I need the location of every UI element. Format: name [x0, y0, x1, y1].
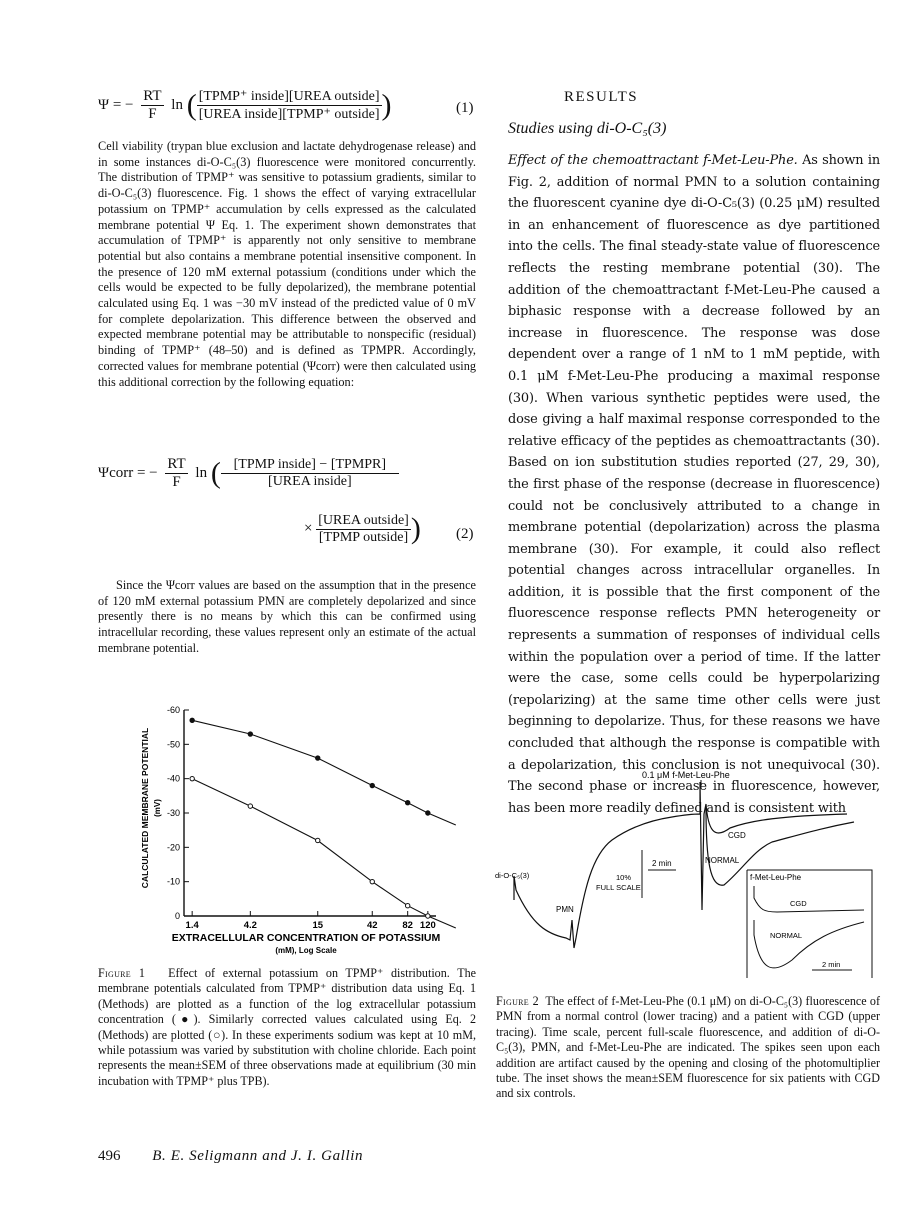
equation-1: Ψ = − $\frac{RT}{F}$ ln ( $\frac{\text{[TPMP⁺ inside][UREA outside]}}{\text{[UREA inside][TPMP⁺ outside]}}$ ) [98, 88, 392, 122]
fig1-x-tick-label: 42 [366, 920, 378, 931]
fig2-cgd-label: CGD [728, 831, 746, 840]
fig1-y-tick-label: -30 [166, 808, 180, 818]
eq2-number: (2) [456, 526, 474, 542]
fig2-inset-normal-label: NORMAL [770, 931, 803, 940]
fig1-point-2 [405, 904, 409, 908]
fig2-scale-full: FULL SCALE [596, 883, 641, 892]
fig1-point-2 [316, 838, 320, 842]
fig2-inset-normal [754, 920, 864, 968]
fig1-point-1 [190, 718, 194, 722]
fig1-xlabel2: (mM), Log Scale [275, 946, 337, 955]
eq2-lhs: Ψcorr = − [98, 464, 158, 481]
fig1-series-line-1 [192, 720, 456, 825]
fig2-inset-time: 2 min [822, 960, 841, 969]
eq2-main-fraction: $\frac{\text{[TPMP inside] − [TPMPR]}}{\text{[UREA inside]}}$ [221, 457, 399, 490]
fig2-inset [747, 870, 872, 978]
footer-authors: B. E. Seligmann and J. I. Gallin [152, 1148, 364, 1164]
studies-subheading: Studies using di-O-C₅(3) [508, 120, 667, 137]
fig1-y-tick-label: -50 [166, 739, 180, 750]
results-paragraph [508, 150, 880, 819]
results-paragraph-body: As shown in Fig. 2, addition of normal PMN to a solution containing the fluorescent cyanine dye di-O-C₅(3) (0.25 μM) resulted in an enhancement of fluorescence as dye partitioned into the cells. The final steady-state value of fluorescence reflects the resting membrane potential (30). The addition of the chemoattractant f-Met-Leu-Phe caused a biphasic response with a decrease followed by an increase in fluorescence. The response was dose dependent over a range of 1 nM to 1 mM peptide, with 0.1 μM f-Met-Leu-Phe producing a maximal response (30). When various synthetic peptides were used, the dose giving a half maximal response corresponded to the relative efficacy of the peptides as chemoattractants (30). Based on ion substitution studies reported (27, 29, 30), the first phase of the response (decrease in fluorescence) could not be conclusively attributed to a change in membrane potential (depolarization) across the plasma membrane (30). For example, it could also reflect potential changes across intracellular organelles. In addition, it is possible that the first component of the fluorescence response reflects PMN heterogeneity or represents a summation of responses of individual cells within the population over a period of time. If the latter were the case, some cells could be hyperpolarizing (repolarizing) at the same time other cells were just beginning to depolarize. Thus, for these reasons we have concluded that although the response is compatible with a depolarization, this conclusion is not unequivocal (30). The second phase or increase in fluorescence, however, has been more readily defined and is consistent with [508, 153, 881, 816]
fig1-y-tick-label: -60 [166, 705, 180, 715]
fig1-point-2 [426, 914, 430, 918]
fig1-point-1 [316, 756, 320, 760]
fig1-y-tick-label: -40 [166, 773, 180, 784]
fig1-x-tick-label: 82 [402, 920, 413, 931]
fig1-ylabel: CALCULATED MEMBRANE POTENTIAL [140, 727, 150, 889]
fig1-x-tick-label: 120 [419, 920, 436, 931]
fig1-x-tick-label: 1.4 [185, 920, 199, 931]
page-number: 496 [98, 1148, 121, 1164]
fig2-inset-title: f-Met-Leu-Phe [750, 873, 802, 882]
fig2-dioc-label: di-O-C₅(3) [495, 871, 530, 880]
fig2-scale-time: 2 min [652, 859, 672, 868]
fig1-x-tick-label: 15 [312, 920, 324, 931]
fig2-inset-cgd [754, 886, 864, 912]
figure-1-caption [98, 966, 476, 1089]
left-paragraph-1: Cell viability (trypan blue exclusion and lactate dehydrogenase release) and in some instances di-O-C₅(3) fluorescence were monitored concurrently. The distribution of TPMP⁺ was sensitive to potassium gradients, similar to di-O-C₅(3) fluorescence. Fig. 1 shows the effect of varying extracellular potassium on TPMP⁺ accumulation by cells expressed as the calculated membrane potential Ψ Eq. 1. The experiment shown demonstrates that accumulation of TPMP⁺ is apparently not only sensitive to membrane potential but also contains a membrane potential insensitive component. In the presence of 120 mM external potassium (conditions under which the cells would be expected to be fully depolarized), the membrane potential calculated using Eq. 1 was −30 mV instead of the predicted value of 0 mV for complete depolarization. This difference between the observed and expected membrane potential may be attributable to nonspecific (residual) binding of TPMP⁺ (48–50) and is defined as TPMPR. Accordingly, corrected values for membrane potential (Ψcorr) were then calculated using this additional correction by the following equation: [98, 139, 476, 389]
fig2-normal-label: NORMAL [705, 856, 740, 865]
fig1-x-tick-label: 4.2 [243, 920, 257, 931]
fig1-ylabel2: (mV) [153, 799, 162, 817]
results-paragraph-lead: Effect of the chemoattractant f-Met-Leu-Phe. [508, 153, 798, 168]
fig1-y-tick-label: -10 [166, 876, 180, 887]
eq1-rt-fraction: $\frac{RT}{F}$ [143, 88, 162, 122]
figure-2-caption-label: Figure 2 [496, 994, 539, 1008]
fig1-series-line-2 [192, 779, 456, 928]
fig1-y-tick-label: 0 [174, 911, 180, 921]
figure-1-caption-text: Effect of external potassium on TPMP⁺ distribution. The membrane potentials calculated from TPMP⁺ distribution data using Eq. 1 (Methods) are plotted as a function of the log extracellular potassium concentration (●). Similarly corrected values calculated using Eq. 2 (Methods) are plotted (○). In these experiments sodium was kept at 10 mM, while potassium was varied by substitution with choline chloride. Each point represents the mean±SEM of three observations made at equilibrium (30 min incubation with TPMP⁺ plus TPB). [98, 966, 476, 1088]
fig1-point-2 [190, 776, 194, 780]
fig1-xlabel: EXTRACELLULAR CONCENTRATION OF POTASSIUM [171, 932, 441, 944]
equation-2-second-line: × $\frac{\text{[UREA outside]}}{\text{[TPMP outside]}}$ ) [304, 512, 421, 545]
fig2-pmn-label: PMN [556, 905, 574, 914]
fig1-point-1 [370, 783, 374, 787]
fig1-point-2 [248, 804, 252, 808]
fig2-scale-pct: 10% [616, 873, 632, 882]
page-footer [98, 1148, 363, 1165]
eq1-main-fraction: $\frac{\text{[TPMP⁺ inside][UREA outside]}}{\text{[UREA inside][TPMP⁺ outside]}}$ [198, 89, 380, 122]
results-heading: RESULTS [564, 89, 639, 105]
eq1-lhs: Ψ = − [98, 96, 134, 113]
figure-1-caption-label: Figure 1 [98, 966, 146, 980]
fig1-point-1 [405, 801, 409, 805]
figure-2-trace [492, 770, 887, 980]
figure-2-caption [496, 994, 880, 1102]
fig1-point-2 [370, 879, 374, 883]
fig1-y-tick-label: -20 [166, 842, 180, 853]
left-paragraph-2: Since the Ψcorr values are based on the assumption that in the presence of 120 mM external potassium PMN are completely depolarized and since presently there is no means by which this can be confirmed using intracellular recording, these values represent only an estimate of the actual membrane potential. [98, 578, 476, 655]
fig2-top-label: 0.1 μM f-Met-Leu-Phe [642, 770, 730, 780]
fig1-point-1 [426, 811, 430, 815]
equation-2: Ψcorr = − $\frac{RT}{F}$ ln ( $\frac{\text{[TPMP inside] − [TPMPR]}}{\text{[UREA inside]}}$ [98, 456, 399, 491]
fig2-main-tracing [514, 782, 847, 948]
figure-2-caption-text: The effect of f-Met-Leu-Phe (0.1 μM) on di-O-C₅(3) fluorescence of PMN from a normal control (lower tracing) and a patient with CGD (upper tracing). Time scale, percent full-scale fluorescence, and addition of di-O-C₅(3), PMN, and f-Met-Leu-Phe are indicated. The spikes seen upon each addition are artifact caused by the opening and closing of the photomultiplier tube. The inset shows the mean±SEM fluorescence for six patients with CGD and six controls. [496, 994, 880, 1101]
fig2-inset-cgd-label: CGD [790, 899, 807, 908]
fig1-point-1 [248, 732, 252, 736]
eq1-number: (1) [456, 100, 474, 116]
figure-1-chart [136, 700, 466, 960]
